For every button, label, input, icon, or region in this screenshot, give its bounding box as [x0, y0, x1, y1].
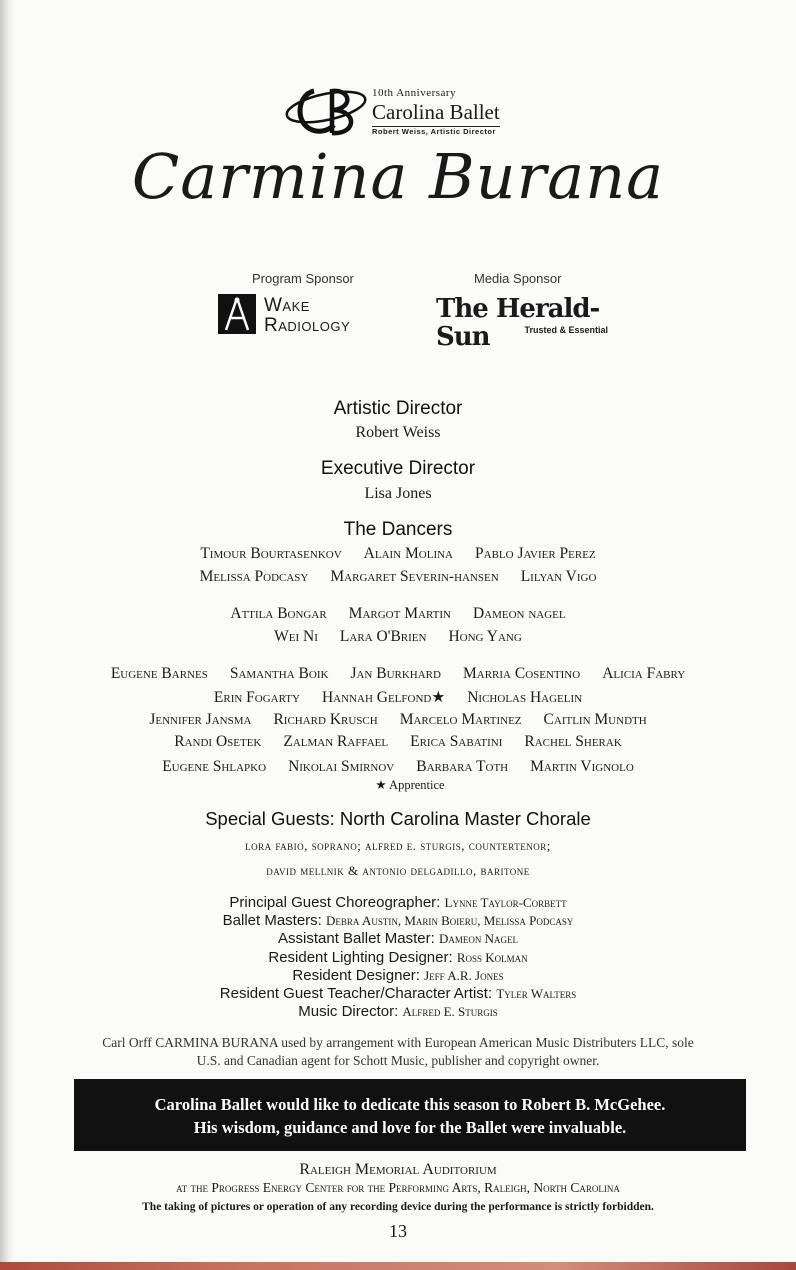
guests-line-1: lora fabio, soprano; alfred e. sturgis, countertenor; [245, 838, 551, 853]
credit-name: Ross Kolman [456, 949, 528, 965]
special-guests-heading: Special Guests: North Carolina Master Chorale [205, 808, 591, 829]
credit-role: Principal Guest Choreographer: [229, 894, 445, 911]
dancer-name: Nikolai Smirnov [288, 758, 395, 775]
page-title: Carmina Burana [131, 140, 665, 213]
credit-role: Resident Guest Teacher/Character Artist: [219, 985, 497, 1003]
credit-name: Tyler Walters [496, 986, 577, 1002]
rights-line-1: Carl Orff CARMINA BURANA used by arrangement with European American Music Distributers LLC, sole [102, 1035, 694, 1050]
anniversary-label: 10th Anniversary [372, 87, 457, 99]
dancer-name: Caitlin Mundth [543, 711, 647, 728]
dancer-name: Lara O'Brien [339, 628, 427, 645]
carolina-ballet-logo [284, 83, 544, 139]
credit-name: Dameon Nagel [438, 931, 518, 947]
rights-notice [0, 1034, 796, 1070]
dancer-name: Dameon nagel [472, 605, 566, 622]
venue-location: at the Progress Energy Center for the Performing Arts, Raleigh, North Carolina [176, 1180, 620, 1195]
herald-sun-name: The Herald-Sun [436, 294, 600, 352]
dancer-name: Martin Vignolo [530, 758, 634, 775]
venue-name: Raleigh Memorial Auditorium [299, 1161, 497, 1178]
dancer-name: Timour Bourtasenkov [200, 545, 342, 562]
dancer-name: Eugene Barnes [110, 665, 208, 682]
credit-name: Jeff A.R. Jones [424, 967, 504, 983]
dancer-name: Zalman Raffael [283, 733, 389, 750]
executive-director-name: Lisa Jones [364, 485, 432, 502]
dancer-name: Wei Ni [274, 628, 318, 645]
dancer-row [0, 628, 796, 646]
credit-role: Ballet Masters: [222, 912, 327, 930]
dancer-row [0, 605, 796, 623]
wake-radiology-mark-icon [218, 294, 256, 334]
dancer-name: Nicholas Hagelin [467, 689, 583, 706]
artistic-director-name: Robert Weiss [355, 424, 441, 441]
credit-name: Lynne Taylor-Corbett [444, 895, 567, 910]
dancer-name: Randi Osetek [174, 733, 262, 750]
artistic-director-heading: Artistic Director [333, 398, 463, 419]
dancer-name: Margot Martin [348, 605, 451, 622]
dancer-name: Rachel Sherak [524, 733, 622, 750]
apprentice-note: ★ Apprentice [375, 778, 445, 792]
cb-monogram-icon [284, 83, 368, 139]
rights-line-2: U.S. and Canadian agent for Schott Music, publisher and copyright owner. [196, 1053, 600, 1068]
wake-radiology-name-2: Radiology [264, 315, 351, 336]
credit-row [0, 985, 796, 1003]
wake-radiology-name-1: Wake [264, 295, 310, 316]
dancer-name: Erin Fogarty [213, 689, 300, 706]
dancer-row [0, 568, 796, 586]
credit-role: Music Director: [298, 1003, 403, 1021]
herald-sun-tagline: Trusted & Essential [524, 325, 608, 335]
wake-radiology-logo [218, 294, 388, 338]
dancer-name: Hannah Gelfond★ [321, 689, 446, 706]
credit-role: Resident Lighting Designer: [268, 948, 457, 966]
dancer-row [0, 688, 796, 707]
dedication-box [74, 1079, 746, 1151]
dancer-name: Attila Bongar [230, 605, 327, 622]
dancer-name: Melissa Podcasy [199, 568, 309, 585]
credit-role: Resident Designer: [292, 966, 425, 984]
dancer-name: Marcelo Martinez [399, 711, 522, 728]
credit-role: Assistant Ballet Master: [278, 930, 439, 948]
credit-row [0, 1003, 796, 1021]
credit-row [0, 912, 796, 930]
credit-row [0, 930, 796, 948]
dancer-row [0, 545, 796, 563]
dancer-name: Alicia Fabry [602, 665, 686, 682]
program-sponsor-label: Program Sponsor [252, 271, 354, 286]
dancer-row [0, 733, 796, 751]
bottom-color-band [0, 1262, 796, 1270]
dancer-name: Marria Cosentino [462, 665, 581, 682]
credit-row [0, 894, 796, 912]
dedication-line-1: Carolina Ballet would like to dedicate this season to Robert B. McGehee. [154, 1095, 666, 1114]
dancer-name: Jan Burkhard [350, 665, 441, 682]
credit-row [0, 967, 796, 985]
recording-warning: The taking of pictures or operation of any recording device during the performance is strictly forbidden. [142, 1201, 654, 1213]
herald-sun-logo [436, 294, 612, 352]
dedication-line-2: His wisdom, guidance and love for the Ballet were invaluable. [193, 1118, 627, 1137]
dancer-name: Hong Yang [448, 628, 522, 645]
executive-director-heading: Executive Director [320, 458, 476, 479]
guests-line-2: david mellnik & antonio delgadillo, baritone [266, 863, 530, 878]
dancer-name: Pablo Javier Perez [475, 545, 596, 562]
dancer-row [0, 758, 796, 776]
production-credits [0, 894, 796, 1021]
dancer-name: Erica Sabatini [410, 733, 503, 750]
credit-name: Debra Austin, Marin Boieru, Melissa Podcasy [326, 913, 574, 929]
dancer-row [0, 711, 796, 729]
dancer-name: Jennifer Jansma [149, 711, 252, 728]
logo-director-line: Robert Weiss, Artistic Director [372, 127, 496, 136]
dancers-heading: The Dancers [343, 519, 453, 540]
dancer-row [0, 665, 796, 683]
company-name: Carolina Ballet [372, 100, 500, 127]
dancer-name: Richard Krusch [273, 711, 378, 728]
dancer-name: Barbara Toth [416, 758, 509, 775]
credit-row [0, 949, 796, 967]
dancer-name: Margaret Severin-hansen [330, 568, 499, 585]
dancer-name: Eugene Shlapko [162, 758, 267, 775]
dancer-name: Alain Molina [363, 545, 453, 562]
media-sponsor-label: Media Sponsor [474, 271, 562, 286]
dancer-name: Samantha Boik [229, 665, 329, 682]
dancer-name: Lilyan Vigo [520, 568, 597, 585]
credit-name: Alfred E. Sturgis [402, 1004, 498, 1020]
page-number: 13 [389, 1221, 407, 1241]
